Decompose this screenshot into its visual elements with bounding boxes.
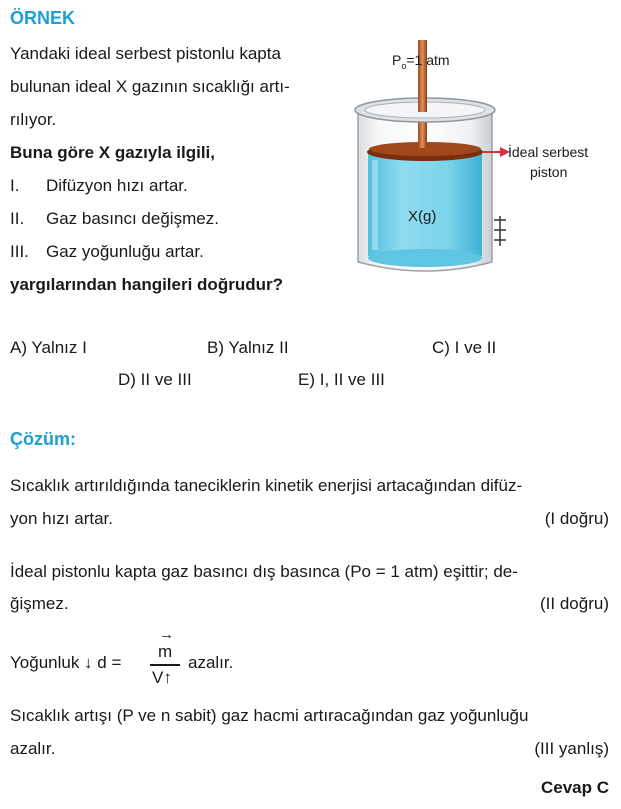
option-a: A) Yalnız I <box>10 338 87 357</box>
statement-1 <box>10 176 188 196</box>
density-fraction <box>148 626 182 692</box>
answer: Cevap C <box>540 778 609 797</box>
option-e: E) I, II ve III <box>298 370 385 389</box>
solution-p2-verdict: (II doğru) <box>540 594 609 613</box>
solution-p4-verdict: (III yanlış) <box>534 739 609 758</box>
piston-container-diagram <box>330 40 620 290</box>
solution-p2-line2: ğişmez. <box>10 594 69 613</box>
container-figure <box>330 40 620 290</box>
option-b: B) Yalnız II <box>207 338 289 357</box>
option-d: D) II ve III <box>118 370 192 389</box>
option-c: C) I ve II <box>432 338 497 357</box>
statement-2-text: Gaz basıncı değişmez. <box>46 209 219 228</box>
question-end: yargılarından hangileri doğrudur? <box>10 275 283 294</box>
statement-3 <box>10 242 204 262</box>
statement-2-num: II. <box>10 209 25 228</box>
intro-line-2: bulunan ideal X gazının sıcaklığı artı- <box>10 77 290 96</box>
solution-p4-line2: azalır. <box>10 739 56 758</box>
density-suffix: azalır. <box>188 653 234 672</box>
solution-p2-line1: İdeal pistonlu kapta gaz basıncı dış basınca (Po = 1 atm) eşittir; de- <box>10 562 518 581</box>
fraction-bar <box>150 664 180 666</box>
density-denominator: V↑ <box>152 668 172 687</box>
vector-arrow-icon: → <box>159 626 174 643</box>
solution-title: Çözüm: <box>10 429 76 449</box>
density-numerator: m <box>158 642 173 661</box>
question-lead: Buna göre X gazıyla ilgili, <box>10 143 215 162</box>
solution-p1-verdict: (I doğru) <box>544 509 609 528</box>
statement-3-num: III. <box>10 242 29 261</box>
statement-3-text: Gaz yoğunluğu artar. <box>46 242 204 261</box>
piston-label-line2: piston <box>530 164 568 180</box>
solution-p4-line1: Sıcaklık artışı (P ve n sabit) gaz hacmi artıracağından gaz yoğunluğu <box>10 706 529 725</box>
gas-label: X(g) <box>408 208 437 225</box>
example-title: ÖRNEK <box>10 8 76 28</box>
pressure-label: $P_o=1$ atm <box>392 52 450 71</box>
piston-label-line1: İdeal serbest <box>508 144 589 160</box>
intro-line-3: rılıyor. <box>10 110 57 129</box>
statement-1-text: Difüzyon hızı artar. <box>46 176 188 195</box>
solution-p1-line1: Sıcaklık artırıldığında taneciklerin kinetik enerjisi artacağından difüz- <box>10 476 523 495</box>
density-prefix: Yoğunluk ↓ d = <box>10 653 122 672</box>
intro-line-1: Yandaki ideal serbest pistonlu kapta <box>10 44 281 63</box>
statement-1-num: I. <box>10 176 20 195</box>
statement-2 <box>10 209 219 229</box>
solution-p1-line2: yon hızı artar. <box>10 509 113 528</box>
